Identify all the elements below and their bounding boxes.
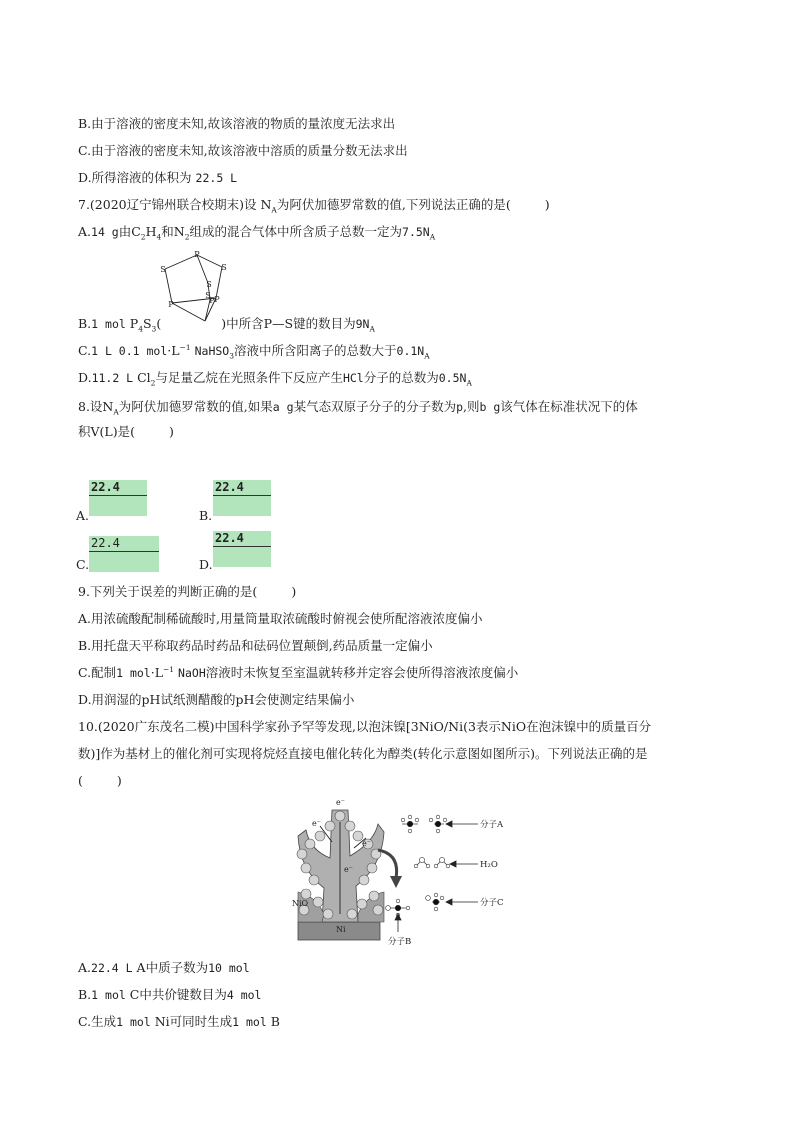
q7-option-d: D.11.2 L $Cl_2$与足量乙烷在光照条件下反应产生HCl分子的总数为$0.5N_A$ <box>78 370 472 388</box>
nio-label: NiO <box>292 899 309 908</box>
atom-p-left: P <box>168 300 174 309</box>
atom-s-left: S <box>160 265 166 274</box>
q10-stem-line3: ( ) <box>78 773 122 788</box>
electron-label-left: e⁻ <box>312 819 321 828</box>
q8-option-a-label: A. <box>76 508 90 523</box>
electron-label-center: e⁻ <box>344 865 353 874</box>
q10-option-a: A.22.4 L A中质子数为10 mol <box>78 960 250 975</box>
electron-label: e⁻ <box>336 798 345 807</box>
q8-stem-line2: 积V(L)是( ) <box>78 424 174 439</box>
molecule-b-label: 分子B <box>388 937 412 947</box>
q10-stem-line1: 10.(2020广东茂名二模)中国科学家孙予罕等发现,以泡沫镍[3NiO/Ni(3表示NiO在泡沫镍中的质量百分 <box>78 719 652 734</box>
q8-option-c-label: C. <box>76 557 90 572</box>
electron-label-right: e⁻ <box>362 839 371 848</box>
q9-option-b: B.用托盘天平称取药品时药品和砝码位置颠倒,药品质量一定偏小 <box>78 638 433 653</box>
q7-option-b: B.1 mol $P_4S_3$( )中所含P—S键的数目为$9N_A$ <box>78 316 375 334</box>
catalysis-diagram <box>292 796 522 956</box>
atom-s-mid: S <box>206 280 212 289</box>
molecule-c-label: 分子C <box>480 898 504 908</box>
q8-option-b-label: B. <box>199 508 213 523</box>
q7-option-c: C.1 L 0.1 $mol\cdot L^{-1}$ NaHSO$_3$溶液中所含阳离子的总数大于$0.1N_A$ <box>78 342 430 361</box>
atom-s-inner: S <box>205 291 211 300</box>
atom-s-right: S <box>221 263 227 272</box>
q6-option-c: C.由于溶液的密度未知,故该溶液中溶质的质量分数无法求出 <box>78 143 408 158</box>
q8-option-d-fraction: 22.4 <box>213 531 271 567</box>
q7-stem: 7.(2020辽宁锦州联合校期末)设 $N_A$为阿伏加德罗常数的值,下列说法正确的是( ) <box>78 197 550 215</box>
q10-stem-line2: 数)]作为基材上的催化剂可实现将烷烃直接电催化转化为醇类(转化示意图如图所示)。下列说法正确的是 <box>78 746 648 761</box>
water-label: H₂O <box>480 860 498 870</box>
q10-option-c: C.生成1 mol Ni可同时生成1 mol B <box>78 1014 280 1029</box>
q7-option-a: A.14 g由$C_2H_4$和$N_2$组成的混合气体中所含质子总数一定为$7.5N_A$ <box>78 224 436 242</box>
q6-option-d: D.所得溶液的体积为 22.5 L <box>78 170 238 185</box>
q6-option-b: B.由于溶液的密度未知,故该溶液的物质的量浓度无法求出 <box>78 116 396 131</box>
q10-option-b: B.1 mol C中共价键数目为4 mol <box>78 987 262 1002</box>
q8-stem-line1: 8.设$N_A$为阿伏加德罗常数的值,如果a g某气态双原子分子的分子数为p,则b g该气体在标准状况下的体 <box>78 399 638 417</box>
q8-option-d-label: D. <box>199 557 213 572</box>
atom-p-right: P <box>214 295 220 304</box>
atom-p-top: P <box>194 250 200 259</box>
atom-p-inner: P <box>209 296 215 305</box>
q9-option-d: D.用润湿的pH试纸测醋酸的pH会使测定结果偏小 <box>78 692 355 707</box>
q8-option-a-fraction: 22.4 <box>89 480 147 516</box>
molecule-a-label: 分子A <box>480 820 504 830</box>
q9-stem: 9.下列关于误差的判断正确的是( ) <box>78 584 297 599</box>
ni-label: Ni <box>336 925 346 934</box>
q9-option-a: A.用浓硫酸配制稀硫酸时,用量筒量取浓硫酸时俯视会使所配溶液浓度偏小 <box>78 611 483 626</box>
q9-option-c: C.配制1 $mol\cdot L^{-1}$ NaOH溶液时未恢复至室温就转移并定容会使所得溶液浓度偏小 <box>78 664 519 680</box>
q8-option-b-fraction: 22.4 <box>213 480 271 516</box>
q8-option-c-fraction: 22.4 <box>89 536 159 572</box>
